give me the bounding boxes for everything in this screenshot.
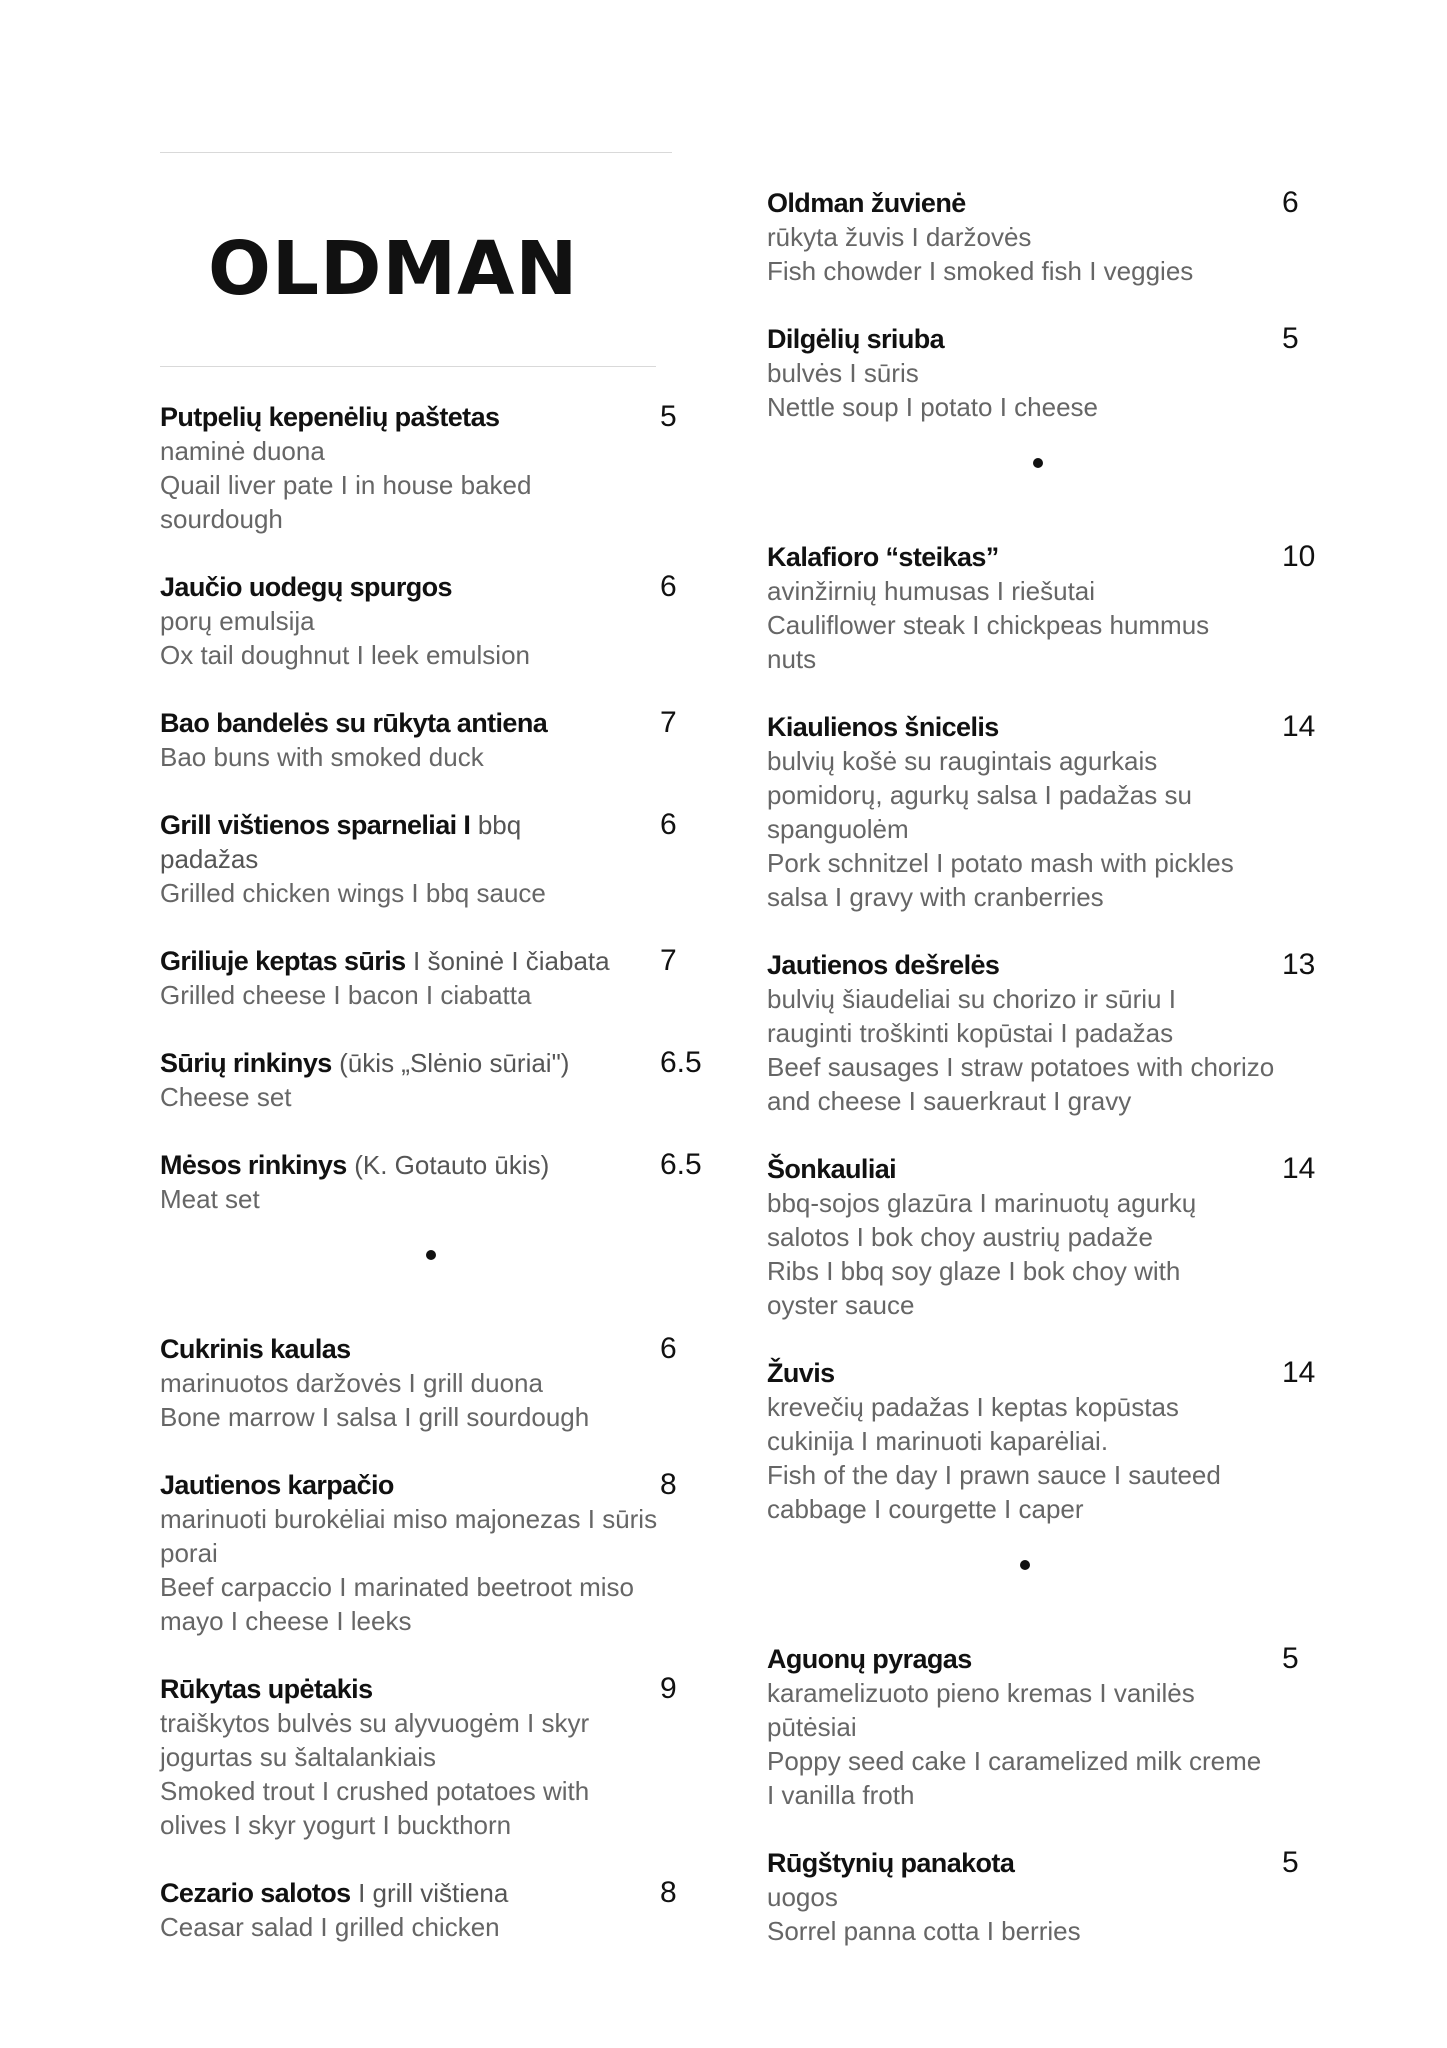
menu-item-header: [160, 1332, 680, 1366]
menu-item: [767, 1356, 1316, 1526]
dish-price: 14: [1282, 1152, 1316, 1185]
dish-price: 9: [660, 1672, 677, 1705]
menu-item-header: [767, 540, 1316, 574]
dish-description: nuts: [767, 644, 817, 674]
section-separator: [160, 1250, 680, 1270]
logo-divider: [160, 366, 656, 367]
dish-price: 7: [660, 706, 677, 739]
dish-description: avinžirnių humusas I riešutai: [767, 576, 1096, 606]
dish-description: cukinija I marinuoti kaparėliai.: [767, 1426, 1109, 1456]
dish-price: 5: [1282, 1642, 1299, 1675]
dish-note: (K. Gotauto ūkis): [354, 1150, 550, 1180]
dish-price: 6: [660, 1332, 677, 1365]
menu-item: [767, 186, 1310, 288]
dish-description: porai: [160, 1538, 218, 1568]
dish-name: Žuvis: [767, 1358, 835, 1388]
dish-price: 5: [1282, 322, 1299, 355]
menu-item-header: [160, 1468, 680, 1502]
dish-description: Grilled chicken wings I bbq sauce: [160, 878, 546, 908]
menu-item-header: [160, 570, 680, 604]
dish-description: sourdough: [160, 504, 283, 534]
dish-name: Sūrių rinkinys: [160, 1048, 332, 1078]
menu-item-header: [160, 1046, 702, 1080]
menu-item-header: [767, 710, 1316, 744]
dish-description: Cauliflower steak I chickpeas hummus: [767, 610, 1210, 640]
dish-note: (ūkis „Slėnio sūriai"): [339, 1048, 570, 1078]
dish-description: Pork schnitzel I potato mash with pickles: [767, 848, 1234, 878]
menu-item-header: [160, 808, 680, 876]
dish-description: mayo I cheese I leeks: [160, 1606, 412, 1636]
dish-description: naminė duona: [160, 436, 325, 466]
menu-item: [160, 1672, 680, 1842]
dish-name: Grill vištienos sparneliai I: [160, 810, 471, 840]
dish-description: Fish chowder I smoked fish I veggies: [767, 256, 1194, 286]
menu-item-header: [160, 706, 680, 740]
dish-description: bbq-sojos glazūra I marinuotų agurkų: [767, 1188, 1197, 1218]
dish-description: salsa I gravy with cranberries: [767, 882, 1104, 912]
dish-description: rūkyta žuvis I daržovės: [767, 222, 1032, 252]
left-menu-column: [160, 400, 702, 1978]
dish-description: bulvės I sūris: [767, 358, 919, 388]
dish-name: Aguonų pyragas: [767, 1644, 972, 1674]
dish-name: Jautienos dešrelės: [767, 950, 1000, 980]
menu-group: [160, 400, 702, 1216]
menu-item: [767, 948, 1316, 1118]
dish-note: I grill vištiena: [358, 1878, 509, 1908]
dish-description: uogos: [767, 1882, 838, 1912]
dish-name: Dilgėlių sriuba: [767, 324, 945, 354]
dish-name: Kalafioro “steikas”: [767, 542, 999, 572]
dish-description: Ox tail doughnut I leek emulsion: [160, 640, 530, 670]
dish-price: 6: [1282, 186, 1299, 219]
menu-group: [767, 186, 1310, 424]
menu-item-header: [160, 1672, 680, 1706]
menu-group: [767, 540, 1316, 1526]
dish-price: 6: [660, 570, 677, 603]
dish-description: traiškytos bulvės su alyvuogėm I skyr: [160, 1708, 590, 1738]
menu-item-header: [767, 1152, 1316, 1186]
dish-name: Cezario salotos: [160, 1878, 351, 1908]
dish-note: bbq padažas: [160, 810, 522, 874]
menu-item: [767, 710, 1316, 914]
menu-item-header: [160, 944, 680, 978]
dish-name: Šonkauliai: [767, 1154, 897, 1184]
menu-item: [160, 944, 680, 1012]
dish-price: 14: [1282, 1356, 1316, 1389]
menu-item-header: [160, 1876, 680, 1910]
menu-item-header: [767, 1846, 1310, 1880]
section-separator: [767, 458, 1310, 478]
menu-item: [160, 570, 680, 672]
dish-description: Sorrel panna cotta I berries: [767, 1916, 1081, 1946]
dish-description: Bone marrow I salsa I grill sourdough: [160, 1402, 590, 1432]
dish-description: porų emulsija: [160, 606, 315, 636]
menu-item: [767, 1642, 1310, 1812]
dish-description: Beef sausages I straw potatoes with chorizo: [767, 1052, 1275, 1082]
dish-name: Jaučio uodegų spurgos: [160, 572, 452, 602]
dish-price: 5: [660, 400, 677, 433]
dish-description: Bao buns with smoked duck: [160, 742, 484, 772]
dish-name: Putpelių kepenėlių paštetas: [160, 402, 500, 432]
separator-dot: [1020, 1560, 1030, 1570]
dish-name: Jautienos karpačio: [160, 1470, 394, 1500]
dish-description: Beef carpaccio I marinated beetroot miso: [160, 1572, 635, 1602]
dish-description: Ribs I bbq soy glaze I bok choy with: [767, 1256, 1181, 1286]
dish-description: olives I skyr yogurt I buckthorn: [160, 1810, 512, 1840]
dish-description: Cheese set: [160, 1082, 292, 1112]
dish-price: 8: [660, 1468, 677, 1501]
menu-item: [767, 322, 1310, 424]
dish-description: Ceasar salad I grilled chicken: [160, 1912, 500, 1942]
dish-description: oyster sauce: [767, 1290, 915, 1320]
menu-item: [767, 1846, 1310, 1948]
dish-description: Fish of the day I prawn sauce I sauteed: [767, 1460, 1221, 1490]
restaurant-logo: OLDMAN: [208, 226, 579, 312]
dish-note: I šoninė I čiabata: [413, 946, 610, 976]
menu-item: [160, 808, 680, 910]
right-menu-column: [767, 186, 1316, 1982]
dish-description: Quail liver pate I in house baked: [160, 470, 532, 500]
dish-price: 13: [1282, 948, 1316, 981]
menu-item-header: [160, 1148, 702, 1182]
menu-item-header: [767, 1642, 1310, 1676]
dish-price: 10: [1282, 540, 1316, 573]
dish-name: Oldman žuvienė: [767, 188, 966, 218]
dish-name: Mėsos rinkinys: [160, 1150, 347, 1180]
menu-item-header: [767, 186, 1310, 220]
menu-item: [160, 1046, 702, 1114]
dish-price: 6.5: [660, 1046, 702, 1079]
dish-description: krevečių padažas I keptas kopūstas: [767, 1392, 1179, 1422]
dish-description: pūtėsiai: [767, 1712, 857, 1742]
dish-price: 7: [660, 944, 677, 977]
dish-price: 6.5: [660, 1148, 702, 1181]
separator-dot: [426, 1250, 436, 1260]
menu-group: [160, 1332, 680, 1944]
menu-item: [160, 706, 680, 774]
menu-item: [160, 1332, 680, 1434]
dish-description: Nettle soup I potato I cheese: [767, 392, 1098, 422]
dish-price: 5: [1282, 1846, 1299, 1879]
dish-name: Cukrinis kaulas: [160, 1334, 351, 1364]
dish-description: Smoked trout I crushed potatoes with: [160, 1776, 590, 1806]
top-divider: [160, 152, 672, 153]
dish-description: marinuotos daržovės I grill duona: [160, 1368, 543, 1398]
dish-description: jogurtas su šaltalankiais: [160, 1742, 437, 1772]
dish-description: bulvių šiaudeliai su chorizo ir sūriu I: [767, 984, 1176, 1014]
menu-item: [160, 400, 680, 536]
menu-item-header: [160, 400, 680, 434]
section-separator: [767, 1560, 1310, 1580]
dish-name: Bao bandelės su rūkyta antiena: [160, 708, 548, 738]
dish-price: 14: [1282, 710, 1316, 743]
dish-price: 8: [660, 1876, 677, 1909]
dish-description: Poppy seed cake I caramelized milk creme: [767, 1746, 1262, 1776]
dish-price: 6: [660, 808, 677, 841]
menu-item: [160, 1876, 680, 1944]
dish-description: pomidorų, agurkų salsa I padažas su: [767, 780, 1192, 810]
menu-item: [767, 1152, 1316, 1322]
separator-dot: [1033, 458, 1043, 468]
dish-name: Griliuje keptas sūris: [160, 946, 406, 976]
dish-name: Kiaulienos šnicelis: [767, 712, 999, 742]
dish-description: and cheese I sauerkraut I gravy: [767, 1086, 1132, 1116]
dish-description: I vanilla froth: [767, 1780, 915, 1810]
dish-name: Rūgštynių panakota: [767, 1848, 1015, 1878]
dish-description: Meat set: [160, 1184, 260, 1214]
dish-description: bulvių košė su raugintais agurkais: [767, 746, 1158, 776]
dish-description: salotos I bok choy austrių padaže: [767, 1222, 1153, 1252]
menu-item: [160, 1148, 702, 1216]
dish-description: cabbage I courgette I caper: [767, 1494, 1084, 1524]
menu-item-header: [767, 1356, 1316, 1390]
menu-item: [160, 1468, 680, 1638]
menu-item-header: [767, 322, 1310, 356]
dish-description: spanguolėm: [767, 814, 909, 844]
dish-description: karamelizuoto pieno kremas I vanilės: [767, 1678, 1195, 1708]
menu-item: [767, 540, 1316, 676]
menu-item-header: [767, 948, 1316, 982]
menu-group: [767, 1642, 1310, 1948]
dish-description: rauginti troškinti kopūstai I padažas: [767, 1018, 1174, 1048]
dish-name: Rūkytas upėtakis: [160, 1674, 373, 1704]
dish-description: Grilled cheese I bacon I ciabatta: [160, 980, 532, 1010]
dish-description: marinuoti burokėliai miso majonezas I sūris: [160, 1504, 658, 1534]
